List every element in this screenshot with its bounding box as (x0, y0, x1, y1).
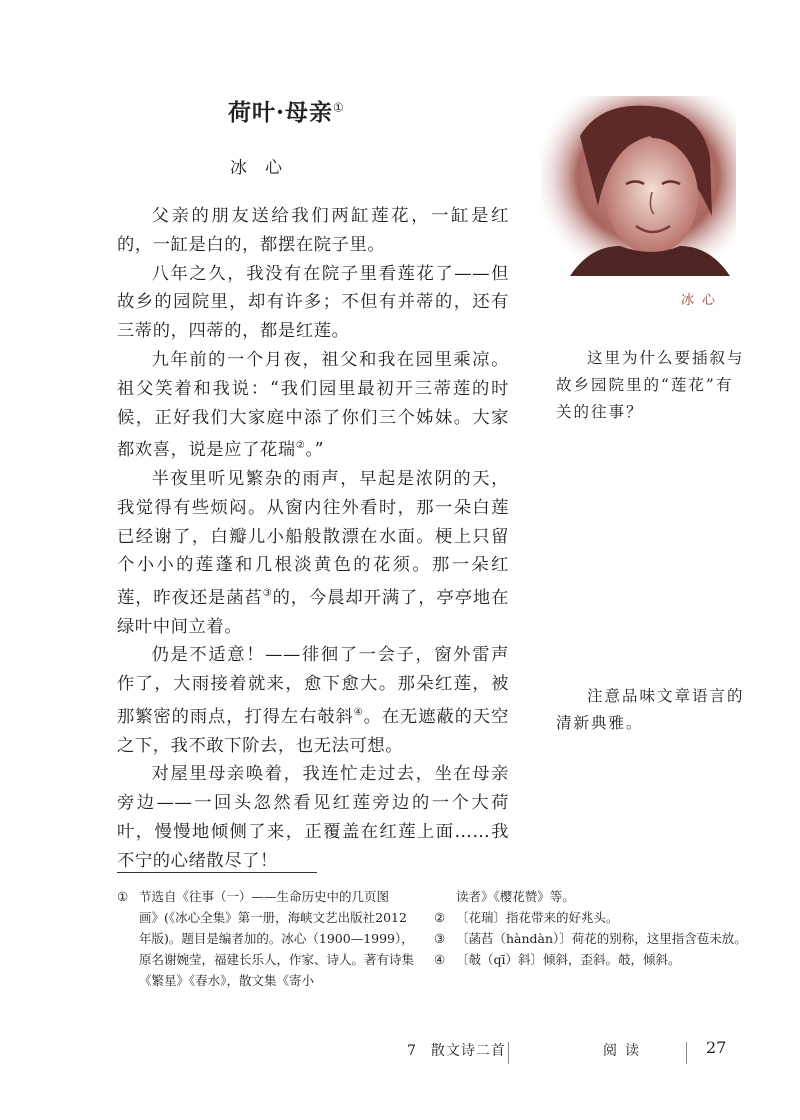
footer-section: 阅读 (603, 1043, 647, 1059)
side-note-reading-tip: 注意品味文章语言的清新典雅。 (556, 687, 745, 732)
footnotes-column-right (434, 886, 754, 970)
footnote-mark: ③ (262, 588, 273, 600)
article-title-text: 荷叶·母亲 (228, 99, 334, 126)
footnote-mark: ② (434, 910, 446, 925)
footnote-mark: ④ (353, 707, 364, 719)
footer-separator (508, 1042, 509, 1064)
footnote-mark: ③ (434, 931, 446, 946)
footer-separator (686, 1042, 687, 1064)
title-footnote-mark: ① (333, 100, 345, 115)
article-body (117, 202, 509, 876)
footnote-text: 节选自《往事（一）——生命历史中的几页图 (139, 889, 390, 904)
paragraph (117, 641, 509, 760)
portrait-caption: 冰心 (681, 293, 724, 308)
footnote-mark: ④ (434, 952, 446, 967)
paragraph-text: 的，今晨却开满了，亭亭地在绿叶中间立着。 (117, 587, 509, 637)
footnote-text: 〔菡萏（hàndàn）〕荷花的别称，这里指含苞未放。 (456, 931, 747, 946)
paragraph: 八年之久，我没有在院子里看莲花了——但故乡的园院里，却有许多；不但有并蒂的，还有三蒂的，四蒂的，都是红莲。 (117, 263, 509, 342)
footnote-continuation: 画》(《冰心全集》第一册，海峡文艺出版社2012年版)。题目是编者加的。冰心（1900—1999），原名谢婉莹，福建长乐人，作家、诗人。著有诗集《繁星》《春水》，散文集《寄小 (139, 910, 415, 988)
footnote-item (117, 886, 417, 907)
footnote-mark: ① (117, 889, 129, 904)
footnote-continuation: 读者》《樱花赞》等。 (456, 889, 575, 904)
footnote-item (434, 928, 754, 949)
footnote-mark: ② (295, 440, 306, 452)
paragraph-text: 九年前的一个月夜，祖父和我在园里乘凉。祖父笑着和我说：“我们园里最初开三蒂莲的时候，正好我们大家庭中添了你们三个姊妹。大家都欢喜，说是应了花瑞 (117, 349, 509, 461)
paragraph-text: 。在无遮蔽的天空之下，我不敢下阶去，也无法可想。 (117, 706, 509, 756)
footnote-divider (117, 872, 317, 873)
side-note-question: 这里为什么要插叙与故乡园院里的“莲花”有关的往事？ (556, 349, 745, 421)
author-portrait-image (540, 96, 736, 276)
chapter-number: 7 (407, 1043, 417, 1059)
footnote-text: 〔攲（qī）斜〕倾斜，歪斜。攲，倾斜。 (456, 952, 681, 967)
paragraph (117, 346, 509, 465)
footer-chapter (407, 1040, 506, 1060)
footnotes-column-left (117, 886, 417, 991)
paragraph: 对屋里母亲唤着，我连忙走过去，坐在母亲旁边——一回头忽然看见红莲旁边的一个大荷叶，慢慢地倾侧了来，正覆盖在红莲上面……我不宁的心绪散尽了！ (117, 764, 509, 871)
paragraph-text: 。” (305, 440, 325, 461)
page-number: 27 (706, 1038, 727, 1057)
footnote-item (434, 949, 754, 970)
paragraph-text: 仍是不适意！——徘徊了一会子，窗外雷声作了，大雨接着就来，愈下愈大。那朵红莲，被那繁密的雨点，打得左右攲斜 (117, 645, 509, 727)
footnote-text: 〔花瑞〕指花带来的好兆头。 (456, 910, 619, 925)
paragraph: 父亲的朋友送给我们两缸莲花，一缸是红的，一缸是白的，都摆在院子里。 (117, 206, 509, 255)
article-author: 冰心 (230, 158, 300, 178)
paragraph (117, 465, 509, 642)
footnote-item (434, 907, 754, 928)
chapter-title: 散文诗二首 (430, 1043, 506, 1059)
article-title (228, 94, 345, 127)
paragraph-text: 半夜里听见繁杂的雨声，早起是浓阴的天，我觉得有些烦闷。从窗内往外看时，那一朵白莲已经谢了，白瓣儿小船般散漂在水面。梗上只留个小小的莲蓬和几根淡黄色的花须。那一朵红莲，昨夜还是菡萏 (117, 468, 509, 608)
